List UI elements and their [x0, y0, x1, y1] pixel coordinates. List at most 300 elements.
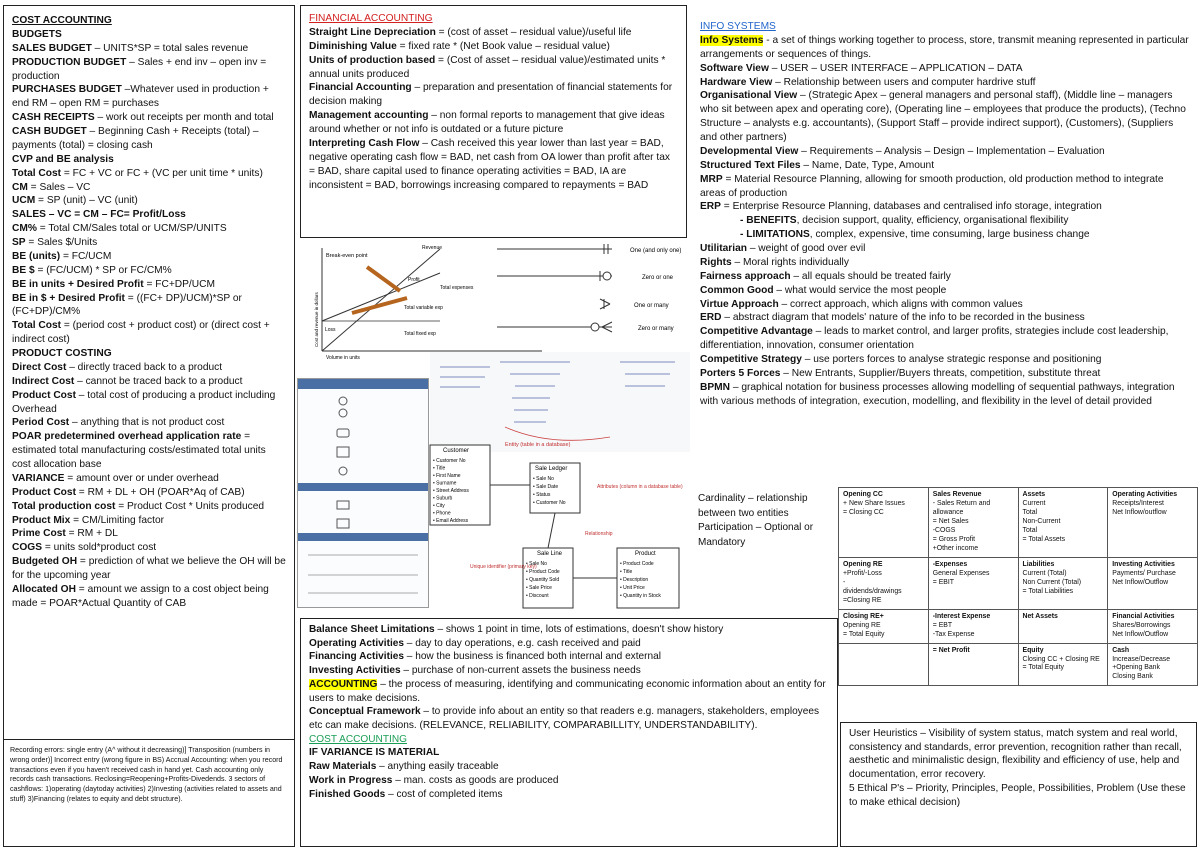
info-line [700, 214, 1189, 228]
fin-definition: = (Cost of asset – residual value)/estimated units * annual units produced [309, 54, 666, 80]
fin-definition: = fixed rate * (Net Book value – residual value) [396, 40, 610, 52]
card-zero-one-circle [603, 272, 611, 280]
bs-cost-term: Finished Goods [309, 788, 386, 800]
table-row [839, 643, 1198, 686]
table-cell-line: = Closing CC [843, 508, 884, 516]
info-definition: – Requirements – Analysis – Design – Implementation – Evaluation [798, 145, 1105, 157]
cost-definition: – Beginning Cash + Receipts (total) – payments (total) = closing cash [12, 126, 259, 151]
info-line [700, 298, 1189, 312]
info-term: Common Good [700, 284, 774, 296]
cvp-total-exp-label: Total expenses [440, 285, 474, 291]
info-line [700, 367, 1189, 381]
bpmn-subprocess-icon [337, 447, 349, 457]
table-cell [1018, 609, 1108, 643]
cost-line [12, 389, 286, 417]
fin-line [309, 109, 678, 137]
erd-field: • City [433, 503, 445, 509]
cost-line [12, 208, 286, 222]
info-line [700, 228, 1189, 242]
table-cell-line: = Total Equity [843, 630, 885, 638]
cost-term: BE (units) [12, 250, 61, 262]
bpmn-store-icon [337, 519, 349, 528]
cost-line [12, 514, 286, 528]
table-cell-line: Equity [1022, 646, 1044, 654]
bs-line [309, 664, 829, 678]
table-cell-line: +Profit/-Loss [843, 569, 882, 577]
cost-line [12, 486, 286, 500]
table-cell-line: = Net Sales [932, 517, 969, 525]
info-term: - BENEFITS [740, 215, 797, 227]
table-cell-line: Closing RE+ [843, 612, 884, 620]
table-cell-line: Cash [1112, 646, 1130, 654]
cost-definition: = Product Cost * Units produced [115, 500, 265, 512]
table-cell-line: Payments/ Purchase [1112, 569, 1176, 577]
info-definition: – all equals should be treated fairly [790, 270, 951, 282]
info-systems-title: INFO SYSTEMS [700, 21, 776, 32]
info-term: Developmental View [700, 145, 799, 157]
card-one-many-mark [600, 299, 610, 309]
financial-accounting-lines [309, 26, 678, 193]
info-line [700, 381, 1189, 409]
table-row [839, 488, 1198, 558]
table-cell-line: = Total Liabilities [1022, 587, 1074, 595]
erd-field: • Suburb [433, 495, 453, 502]
cost-definition: = SP (unit) – VC (unit) [35, 195, 138, 207]
cost-term: Product Cost [12, 486, 76, 498]
cost-line [12, 375, 286, 389]
cost-definition: = amount over or under overhead [64, 472, 219, 484]
bpmn-header-bar [298, 379, 428, 389]
table-cell-line: Shares/Borrowings [1112, 621, 1171, 629]
info-definition: – USER – USER INTERFACE – APPLICATION – DATA [768, 62, 1023, 74]
info-definition: = Material Resource Planning, allowing for smooth production, old production method to integrate areas of production [700, 173, 1164, 199]
cost-definition: – UNITS*SP = total sales revenue [91, 42, 249, 54]
erd-field: • First Name [433, 473, 461, 479]
cost-term: BE in units + Desired Profit [12, 278, 144, 290]
bpmn-notation-figure [297, 378, 429, 608]
info-line [700, 89, 1189, 145]
info-term: Competitive Strategy [700, 354, 802, 365]
cost-definition: – cannot be traced back to a product [74, 375, 243, 387]
info-definition: - a set of things working together to process, store, transmit meaning represented in particular arrangements or sequences of things. [700, 34, 1189, 60]
bs-line [309, 623, 829, 637]
cost-term: BE in $ + Desired Profit [12, 292, 125, 304]
cost-definition: = RM + DL + OH (POAR*Aq of CAB) [75, 486, 245, 498]
cost-line [12, 292, 286, 320]
info-line [700, 200, 1189, 214]
cost-line [12, 83, 286, 111]
table-cell-line: -Interest Expense [932, 612, 991, 620]
info-definition: , complex, expensive, time consuming, large business change [809, 229, 1090, 241]
info-line [700, 159, 1189, 173]
erd-field: • Unit Price [620, 585, 645, 591]
table-cell-line: Net Inflow/outflow [1112, 508, 1167, 516]
cvp-breakeven-figure [312, 243, 692, 361]
table-cell-line: -COGS [932, 526, 956, 534]
table-cell [1018, 488, 1108, 558]
info-line [700, 145, 1189, 159]
cost-line [12, 56, 286, 84]
info-definition: – (Strategic Apex – general managers and personal staff), (Middle line – managers who sit between apex and operating core), (Operating line – employees that produce the products), (Techno Structure – analysts e.g. accountants), (Support Staff – provide indirect support), (Customers), (Suppliers and other partners) [700, 90, 1186, 143]
cost-line [12, 347, 286, 361]
bs-cost-term: IF VARIANCE IS MATERIAL [309, 747, 440, 759]
cost-definition: = Total CM/Sales total or UCM/SP/UNITS [36, 223, 227, 235]
table-cell-line: Net Inflow/Outflow [1112, 578, 1169, 586]
cvp-x-axis-label: Volume in units [326, 355, 360, 361]
cost-term: COGS [12, 542, 43, 554]
fin-definition: = (cost of asset – residual value)/useful life [435, 26, 632, 38]
table-cell-line: +Opening Bank [1112, 664, 1160, 672]
user-heuristics-section [840, 722, 1197, 847]
cost-definition: = (FC/UCM) * SP or FC/CM% [34, 264, 172, 276]
info-term: Hardware View [700, 76, 773, 88]
info-line [700, 325, 1189, 353]
fin-term: Diminishing Value [309, 40, 397, 52]
table-cell-line: - Sales Return and allowance [932, 499, 991, 516]
bs-cost-term: Raw Materials [309, 761, 377, 773]
cost-term: Total Cost [12, 320, 62, 332]
bpmn-task-icon [337, 429, 349, 437]
fin-term: Interpreting Cash Flow [309, 137, 420, 149]
erd-field: • Phone [433, 510, 451, 517]
cost-term: Allocated OH [12, 583, 76, 595]
heur-line [849, 727, 1188, 782]
cost-definition: –Whatever used in production + end RM – open RM = purchases [12, 84, 269, 110]
table-cell [1018, 557, 1108, 609]
cost-line [12, 472, 286, 486]
table-cell-line: =Closing RE [843, 596, 882, 604]
info-term: Virtue Approach [700, 298, 779, 310]
table-cell-line: = EBIT [932, 578, 955, 586]
cost-term: CVP and BE analysis [12, 153, 114, 165]
fin-line [309, 54, 678, 82]
fin-line [309, 81, 678, 109]
fin-term: Straight Line Depreciation [309, 26, 436, 38]
cost-term: Indirect Cost [12, 375, 75, 387]
erd-field: • Email Address [433, 518, 469, 524]
cost-definition: = ((FC+ DP)/UCM)*SP or (FC+DP)/CM% [12, 292, 242, 318]
cost-term: PRODUCT COSTING [12, 348, 112, 359]
bs-line [309, 705, 829, 732]
cvp-arrow-2 [367, 267, 400, 291]
cost-term: CASH RECEIPTS [12, 112, 95, 124]
cost-term: POAR predetermined overhead application rate [12, 431, 242, 443]
info-term: MRP [700, 173, 723, 185]
cost-definition: = RM + DL [65, 528, 118, 540]
info-definition: – use porters forces to analyse strategic response and positioning [801, 354, 1102, 365]
info-definition: – Name, Date, Type, Amount [800, 159, 935, 171]
erd-entity-label: Entity (table in a database) [505, 442, 571, 448]
erd-field: • Sale No [533, 476, 554, 482]
erd-figure [425, 440, 690, 610]
cost-line [12, 416, 286, 430]
cost-definition: – work out receipts per month and total [94, 112, 274, 124]
info-definition: – correct approach, which aligns with common values [778, 298, 1023, 310]
cost-line [12, 541, 286, 555]
erd-customer-title: Customer [443, 448, 470, 454]
bs-term: Investing Activities [309, 665, 401, 677]
bs-definition: – day to day operations, e.g. cash received and paid [403, 637, 641, 649]
financial-statements-table [838, 487, 1198, 686]
erd-field: • Title [433, 465, 446, 472]
heur-line [849, 782, 1188, 809]
table-cell-line: Total [1022, 526, 1038, 534]
info-line [700, 76, 1189, 90]
bs-line [309, 637, 829, 651]
bs-cost-line [309, 788, 829, 802]
table-cell-line: Increase/Decrease [1112, 655, 1171, 663]
info-definition: – Relationship between users and computer hardrive stuff [772, 76, 1036, 88]
fin-line [309, 26, 678, 40]
cost-line [12, 28, 286, 42]
table-cell-line: Assets [1022, 491, 1046, 498]
cost-definition: = Sales – VC [27, 181, 91, 193]
table-cell-line: Current (Total) [1022, 569, 1067, 577]
info-term: Rights [700, 256, 732, 268]
table-cell-line: Total [1022, 508, 1038, 516]
table-cell [1108, 557, 1198, 609]
info-systems-lines [700, 34, 1189, 409]
table-cell-line: Investing Activities [1112, 560, 1175, 568]
cost-line [12, 42, 286, 56]
table-cell-line: - [843, 578, 846, 586]
table-cell-line: = EBT [932, 621, 953, 629]
table-cell-line: Net Inflow/Outflow [1112, 630, 1169, 638]
cost-definition: = CM/Limiting factor [70, 514, 165, 526]
cost-accounting-title: COST ACCOUNTING [12, 15, 112, 26]
cost-definition: – directly traced back to a product [66, 361, 223, 373]
bs-term: ACCOUNTING [309, 678, 378, 690]
erd-field: • Street Address [433, 488, 469, 494]
cost-term: CM% [12, 223, 37, 235]
bpmn-header-bar-2 [298, 483, 428, 491]
cost-term: PURCHASES BUDGET [12, 84, 122, 96]
table-cell [1108, 609, 1198, 643]
cost-accounting-subtitle: COST ACCOUNTING [309, 733, 407, 745]
info-line [700, 311, 1189, 325]
bs-term: Operating Activities [309, 637, 404, 649]
fin-definition: – Cash received this year lower than last year = BAD, negative operating cash flow = BAD, net cash from OA lower than profit after tax = BAD, share capital used to finance operating activities = BAD, IA are inconsistent = BAD, borrowings increasing compared to repayments = BAD [309, 137, 670, 191]
info-term: ERP [700, 201, 721, 213]
erd-field: • Status [533, 492, 551, 498]
bs-definition: – purchase of non-current assets the business needs [400, 665, 641, 677]
table-cell-line: Financial Activities [1112, 612, 1175, 620]
cost-term: SALES BUDGET [12, 42, 92, 54]
financial-accounting-title: FINANCIAL ACCOUNTING [309, 13, 433, 24]
cost-line [12, 153, 286, 167]
cvp-y-axis-label: Cost and revenue in dollars [314, 292, 319, 347]
bs-term: Financing Activities [309, 651, 404, 663]
participation-term: Participation [698, 522, 754, 533]
info-line [700, 34, 1189, 62]
info-term: Competitive Advantage [700, 326, 813, 338]
table-cell-line: +Other income [932, 544, 979, 552]
cost-definition: = prediction of what we believe the OH will be for the upcoming year [12, 556, 286, 581]
table-cell-line: = Total Assets [1022, 535, 1066, 543]
erd-field: • Title [620, 569, 633, 575]
table-cell-line: Sales Revenue [932, 491, 982, 498]
table-cell [1018, 643, 1108, 686]
cardinality-line [698, 492, 828, 521]
balance-sheet-section [300, 618, 838, 847]
table-cell [839, 609, 929, 643]
cvp-profit-label: Profit [408, 277, 420, 283]
cost-definition: = (period cost + product cost) or (direct cost + indirect cost) [12, 320, 270, 346]
erd-sale-line-title: Sale Line [537, 551, 563, 557]
table-row [839, 557, 1198, 609]
table-cell-line: Non Current (Total) [1022, 578, 1082, 586]
table-cell-line: + New Share Issues [843, 499, 905, 507]
card-one-label: One (and only one) [630, 248, 682, 254]
cost-accounting-sublines [309, 746, 829, 801]
bs-definition: – the process of measuring, identifying and communicating economic information about an entity for users to make decisions. [309, 678, 826, 704]
bs-cost-line [309, 760, 829, 774]
table-cell [1108, 643, 1198, 686]
table-cell-line: Opening RE [843, 621, 881, 629]
info-line [700, 242, 1189, 256]
cost-line [12, 167, 286, 181]
bs-cost-line [309, 774, 829, 788]
table-cell-line: Closing CC + Closing RE [1022, 655, 1100, 663]
balance-sheet-lines [309, 623, 829, 733]
cost-term: VARIANCE [12, 472, 65, 484]
card-one-many-label: One or many [634, 303, 669, 309]
cost-line [12, 125, 286, 153]
bpmn-data-icon [337, 501, 349, 509]
user-heuristics-lines [849, 727, 1188, 809]
table-cell-line: Current [1022, 499, 1046, 507]
cost-accounting-lines [12, 28, 286, 611]
erd-rel-2 [548, 513, 555, 548]
cvp-expense-line [322, 273, 440, 321]
bs-cost-term: Work in Progress [309, 774, 393, 786]
cost-definition: = units sold*product cost [42, 542, 157, 554]
bs-line [309, 678, 829, 705]
cvp-revenue-label: Revenue [422, 245, 443, 251]
fin-line [309, 40, 678, 54]
bpmn-event-icon [339, 397, 347, 405]
table-cell-line: dividends/drawings [843, 587, 902, 595]
cost-line [12, 111, 286, 125]
recording-errors-notes: Recording errors: single entry (A^ without it decreasing)] Transposition (numbers in wrong order)] Incorrect entry (wrong figure in BS) Accrual Accounting: when you record transactions even if you haven't received cash in hand yet. Cash accounting only records cash transactions. Reclosing=Reopening+Profits-Divedends. 3 sectors of cashflows: 1)operating (daytoday activities) 2)Investing (activities related to assets and stuff) 3)Financing (relates to equity and debt structure). [4, 739, 294, 846]
table-cell-line: Net Assets [1022, 612, 1058, 620]
cost-term: PRODUCTION BUDGET [12, 56, 127, 68]
financial-accounting-section [300, 5, 687, 238]
cost-line [12, 319, 286, 347]
fin-definition: – non formal reports to management that give ideas around whether or not info is outdated or a future picture [309, 110, 665, 135]
cost-definition: = Sales $/Units [25, 237, 98, 248]
table-cell [839, 643, 929, 686]
bs-cost-definition: – anything easily traceable [376, 761, 499, 773]
table-cell-line: Closing Bank [1112, 673, 1153, 681]
table-row [839, 609, 1198, 643]
table-cell [928, 643, 1018, 686]
table-cell-line: -Tax Expense [932, 630, 975, 638]
bs-cost-line [309, 746, 829, 760]
table-cell-line: = Gross Profit [932, 535, 976, 543]
info-definition: – what would service the most people [773, 284, 947, 296]
cost-term: Total production cost [12, 500, 116, 512]
cost-term: SP [12, 237, 26, 248]
erd-relationship-label: Relationship [585, 531, 613, 537]
table-cell [839, 557, 929, 609]
cost-definition: = FC + VC or FC + (VC per unit time * units) [61, 167, 263, 179]
cvp-loss-label: Loss [325, 327, 336, 333]
cost-term: Product Cost [12, 389, 76, 401]
heur-definition: User Heuristics – Visibility of system status, match system and real world, consistency and standards, error prevention, recognition rather than recall, aesthetic and minimalistic design, flexibility and efficiency of use, help and documentation, error recovery. [849, 728, 1182, 781]
cost-line [12, 555, 286, 583]
cost-line [12, 181, 286, 195]
table-cell-line: = Total Equity [1022, 664, 1064, 672]
cost-term: Direct Cost [12, 361, 67, 373]
erd-product-title: Product [635, 551, 656, 557]
info-term: Utilitarian [700, 243, 747, 254]
handwritten-statement-sketch [430, 352, 690, 452]
cost-accounting-column [3, 5, 295, 847]
table-cell-line: Liabilities [1022, 560, 1055, 568]
cost-line [12, 430, 286, 472]
info-term: Software View [700, 62, 769, 74]
info-systems-section [692, 14, 1197, 482]
table-cell [928, 488, 1018, 558]
table-cell-line: General Expenses [932, 569, 990, 577]
cost-term: SALES – VC = CM – FC= Profit/Loss [12, 209, 186, 221]
info-line [700, 256, 1189, 270]
info-line [700, 353, 1189, 367]
erd-field: • Quantity in Stock [620, 593, 661, 599]
cost-definition: = FC+DP/UCM [143, 278, 215, 290]
info-definition: – graphical notation for business processes allowing modelling of sequential pathways, integration with various methods of integration, execution, modelling, and flexibility in the level of detail provided [700, 381, 1175, 407]
table-cell-line: Non-Current [1022, 517, 1061, 525]
cost-term: Product Mix [12, 514, 71, 526]
cost-term: UCM [12, 195, 36, 207]
cost-term: CM [12, 181, 28, 193]
cost-term: Period Cost [12, 417, 70, 429]
cost-definition: – anything that is not product cost [69, 417, 225, 429]
table-cell [1108, 488, 1198, 558]
info-term: Structured Text Files [700, 159, 801, 171]
table-cell-line: Opening RE [843, 560, 883, 568]
cost-definition: = FC/UCM [60, 250, 112, 262]
cost-definition: = estimated total manufacturing costs/estimated total units cost allocation base [12, 431, 266, 470]
bpmn-event-icon-2 [339, 409, 347, 417]
erd-field: • Product Code [620, 561, 654, 567]
info-definition: – weight of good over evil [746, 243, 866, 254]
cost-line [12, 250, 286, 264]
erd-field: • Quantity Sold [526, 577, 560, 583]
table-cell-line: Operating Activities [1112, 491, 1178, 498]
cost-term: BUDGETS [12, 28, 62, 40]
erd-field: • Discount [526, 593, 549, 599]
table-cell-line: Receipts/Interest [1112, 499, 1164, 507]
info-term: Info Systems [700, 34, 764, 46]
cost-line [12, 236, 286, 250]
info-definition: = Enterprise Resource Planning, databases and centralised info storage, integration [720, 201, 1102, 213]
info-term: Porters 5 Forces [700, 367, 781, 379]
cost-term: Prime Cost [12, 528, 66, 540]
info-definition: – New Entrants, Supplier/Buyers threats, competition, substitute threat [780, 367, 1101, 379]
card-zero-many-circle [591, 323, 599, 331]
cost-line [12, 527, 286, 541]
bs-cost-definition: – cost of completed items [385, 788, 503, 800]
cost-line [12, 361, 286, 375]
info-line [700, 270, 1189, 284]
card-zero-one-label: Zero or one [642, 275, 674, 281]
table-cell [928, 609, 1018, 643]
cost-line [12, 500, 286, 514]
cvp-breakeven-label: Break-even point [326, 253, 368, 259]
info-line [700, 62, 1189, 76]
